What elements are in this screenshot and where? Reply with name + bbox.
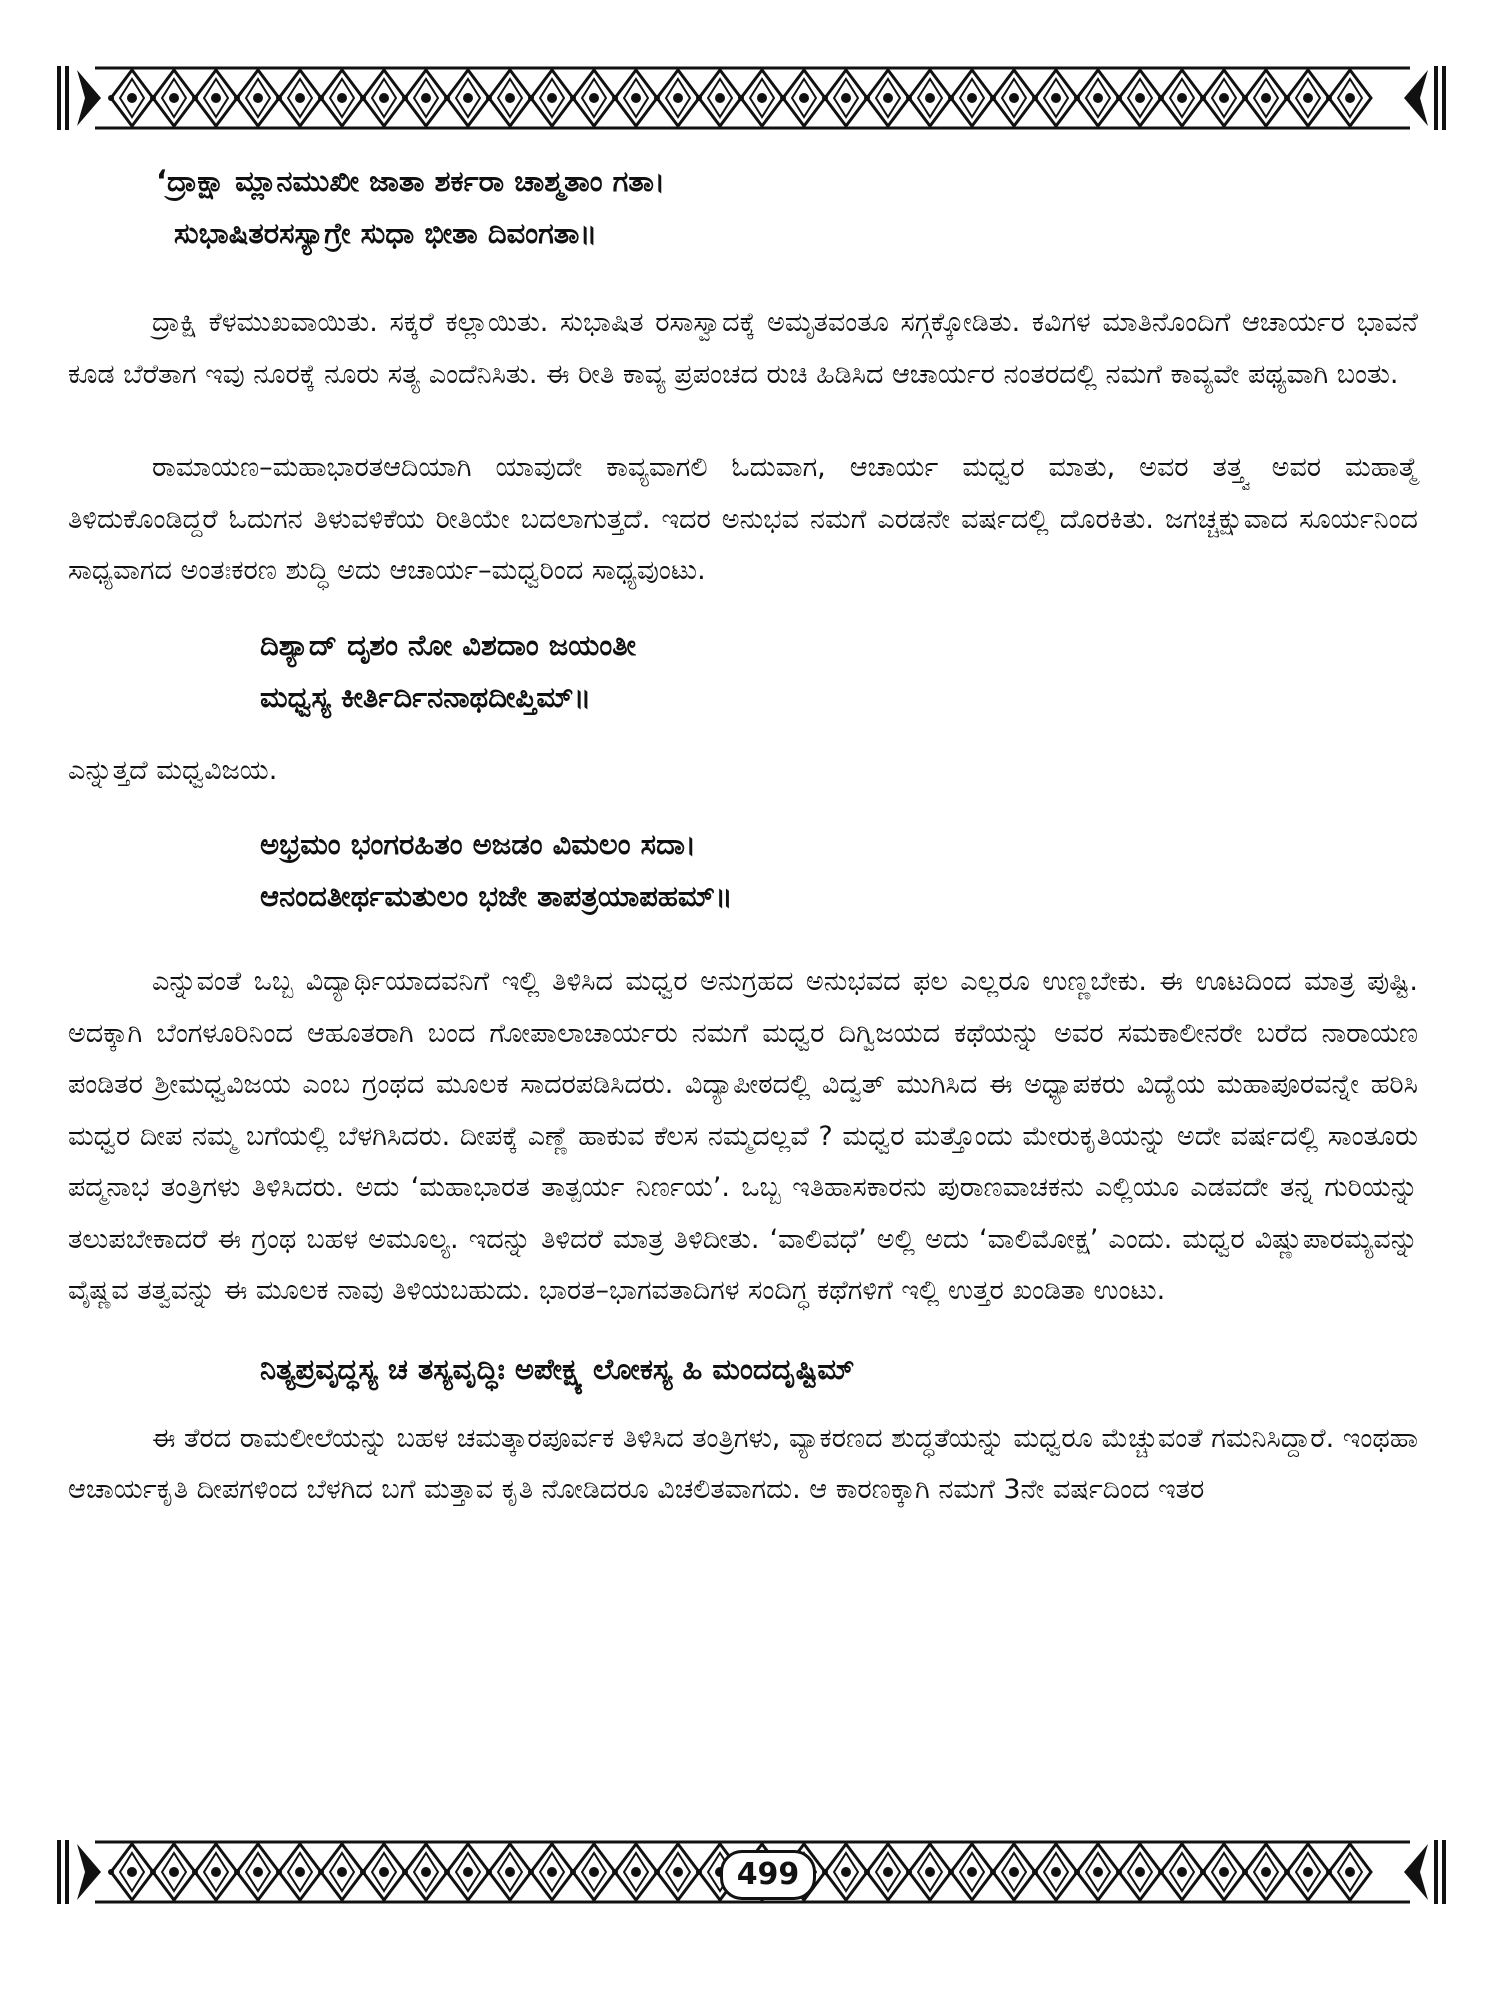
verse-line: ಆನಂದತೀರ್ಥಮತುಲಂ ಭಜೇ ತಾಪತ್ರಯಾಪಹಮ್॥ (260, 879, 733, 913)
verse-line: ದಿಶ್ಯಾದ್ ದೃಶಂ ನೋ ವಿಶದಾಂ ಜಯಂತೀ (260, 627, 636, 662)
page-content (68, 155, 1418, 1516)
paragraph-5: ಈ ತೆರದ ರಾಮಲೀಲೆಯನ್ನು ಬಹಳ ಚಮತ್ಕಾರಪೂರ್ವಕ ತಿಳಿಸಿದ ತಂತ್ರಿಗಳು, ವ್ಯಾಕರಣದ ಶುದ್ಧತೆಯನ್ನು ಮಧ್ವರೂ ಮೆಚ್ಚುವಂತೆ ಗಮನಿಸಿದ್ದಾರೆ. ಇಂಥಹಾ ಆಚಾರ್ಯಕೃತಿ ದೀಪಗಳಿಂದ ಬೆಳಗಿದ ಬಗೆ ಮತ್ತಾವ ಕೃತಿ ನೋಡಿದರೂ ವಿಚಲಿತವಾಗದು. ಆ ಕಾರಣಕ್ಕಾಗಿ ನಮಗೆ 3ನೇ ವರ್ಷದಿಂದ ಇತರ (68, 1422, 1418, 1505)
verse-line: ಸುಭಾಷಿತರಸಸ್ಯಾಗ್ರೇ ಸುಧಾ ಭೀತಾ ದಿವಂಗತಾ॥ (174, 216, 598, 250)
paragraph-1: ದ್ರಾಕ್ಷಿ ಕೆಳಮುಖವಾಯಿತು. ಸಕ್ಕರೆ ಕಲ್ಲಾಯಿತು. ಸುಭಾಷಿತ ರಸಾಸ್ವಾದಕ್ಕೆ ಅಮೃತವಂತೂ ಸಗ್ಗಕ್ಕೋಡಿತು. ಕವಿಗಳ ಮಾತಿನೊಂದಿಗೆ ಆಚಾರ್ಯರ ಭಾವನೆ ಕೂಡ ಬೆರೆತಾಗ ಇವು ನೂರಕ್ಕೆ ನೂರು ಸತ್ಯ ಎಂದೆನಿಸಿತು. ಈ ರೀತಿ ಕಾವ್ಯ ಪ್ರಪಂಚದ ರುಚಿ ಹಿಡಿಸಿದ ಆಚಾರ್ಯರ ನಂತರದಲ್ಲಿ ನಮಗೆ ಕಾವ್ಯವೇ ಪಥ್ಯವಾಗಿ ಬಂತು. (68, 307, 1418, 390)
verse-line: ನಿತ್ಯಪ್ರವೃದ್ಧಸ್ಯ ಚ ತಸ್ಯವೃದ್ಧಿಃ ಅಪೇಕ್ಷ್ಯ ಲೋಕಸ್ಯ ಹಿ ಮಂದದೃಷ್ಟಿಮ್ (260, 1351, 855, 1386)
verse-line: ‘ದ್ರಾಕ್ಷಾ ಮ್ಲಾನಮುಖೀ ಜಾತಾ ಶರ್ಕರಾ ಚಾಶ್ಮತಾಂ ಗತಾ। (156, 164, 665, 198)
verse-sanskrit-1 (68, 155, 1418, 259)
paragraph-2: ರಾಮಾಯಣ–ಮಹಾಭಾರತಆದಿಯಾಗಿ ಯಾವುದೇ ಕಾವ್ಯವಾಗಲಿ ಓದುವಾಗ, ಆಚಾರ್ಯ ಮಧ್ವರ ಮಾತು, ಅವರ ತತ್ತ್ವ ಅವರ ಮಹಾತ್ಮೆ ತಿಳಿದುಕೊಂಡಿದ್ದರೆ ಓದುಗನ ತಿಳುವಳಿಕೆಯ ರೀತಿಯೇ ಬದಲಾಗುತ್ತದೆ. ಇದರ ಅನುಭವ ನಮಗೆ ಎರಡನೇ ವರ್ಷದಲ್ಲಿ ದೊರಕಿತು. ಜಗಚ್ಚಕ್ಷುವಾದ ಸೂರ್ಯನಿಂದ ಸಾಧ್ಯವಾಗದ ಅಂತಃಕರಣ ಶುದ್ಧಿ ಅದು ಆಚಾರ್ಯ–ಮಧ್ವರಿಂದ ಸಾಧ್ಯವುಂಟು. (68, 452, 1418, 586)
paragraph-3: ಎನ್ನುತ್ತದೆ ಮಧ್ವವಿಜಯ. (68, 754, 278, 786)
verse-sanskrit-2 (68, 619, 1418, 723)
verse-sanskrit-3 (68, 818, 1418, 922)
top-decorative-border (55, 62, 1450, 134)
verse-line: ಅಭ್ರಮಂ ಭಂಗರಹಿತಂ ಅಜಡಂ ವಿಮಲಂ ಸದಾ। (260, 827, 697, 861)
verse-line: ಮಧ್ವಸ್ಯ ಕೀರ್ತಿರ್ದಿನನಾಥದೀಪ್ತಿಮ್॥ (260, 679, 592, 714)
top-border-pattern (55, 62, 1450, 134)
paragraph-4: ಎನ್ನುವಂತೆ ಒಬ್ಬ ವಿದ್ಯಾರ್ಥಿಯಾದವನಿಗೆ ಇಲ್ಲಿ ತಿಳಿಸಿದ ಮಧ್ವರ ಅನುಗ್ರಹದ ಅನುಭವದ ಫಲ ಎಲ್ಲರೂ ಉಣ್ಣಬೇಕು. ಈ ಊಟದಿಂದ ಮಾತ್ರ ಪುಷ್ಟಿ. ಅದಕ್ಕಾಗಿ ಬೆಂಗಳೂರಿನಿಂದ ಆಹೂತರಾಗಿ ಬಂದ ಗೋಪಾಲಾಚಾರ್ಯರು ನಮಗೆ ಮಧ್ವರ ದಿಗ್ವಿಜಯದ ಕಥೆಯನ್ನು ಅವರ ಸಮಕಾಲೀನರೇ ಬರೆದ ನಾರಾಯಣ ಪಂಡಿತರ ಶ್ರೀಮಧ್ವವಿಜಯ ಎಂಬ ಗ್ರಂಥದ ಮೂಲಕ ಸಾದರಪಡಿಸಿದರು. ವಿದ್ಯಾಪೀಠದಲ್ಲಿ ವಿದ್ವತ್ ಮುಗಿಸಿದ ಈ ಅಧ್ಯಾಪಕರು ವಿದ್ಯೆಯ ಮಹಾಪೂರವನ್ನೇ ಹರಿಸಿ ಮಧ್ವರ ದೀಪ ನಮ್ಮ ಬಗೆಯಲ್ಲಿ ಬೆಳಗಿಸಿದರು. ದೀಪಕ್ಕೆ ಎಣ್ಣೆ ಹಾಕುವ ಕೆಲಸ ನಮ್ಮದಲ್ಲವೆ ? ಮಧ್ವರ ಮತ್ತೊಂದು ಮೇರುಕೃತಿಯನ್ನು ಅದೇ ವರ್ಷದಲ್ಲಿ ಸಾಂತೂರು ಪದ್ಮನಾಭ ತಂತ್ರಿಗಳು ತಿಳಿಸಿದರು. ಅದು ‘ಮಹಾಭಾರತ ತಾತ್ಪರ್ಯ ನಿರ್ಣಯ’. ಒಬ್ಬ ಇತಿಹಾಸಕಾರನು ಪುರಾಣವಾಚಕನು ಎಲ್ಲಿಯೂ ಎಡವದೇ ತನ್ನ ಗುರಿಯನ್ನು ತಲುಪಬೇಕಾದರೆ ಈ ಗ್ರಂಥ ಬಹಳ ಅಮೂಲ್ಯ. ಇದನ್ನು ತಿಳಿದರೆ ಮಾತ್ರ ತಿಳಿದೀತು. ‘ವಾಲಿವಧೆ’ ಅಲ್ಲಿ ಅದು ‘ವಾಲಿಮೋಕ್ಷ’ ಎಂದು. ಮಧ್ವರ ವಿಷ್ಣುಪಾರಮ್ಯವನ್ನು ವೈಷ್ಣವ ತತ್ವವನ್ನು ಈ ಮೂಲಕ ನಾವು ತಿಳಿಯಬಹುದು. ಭಾರತ–ಭಾಗವತಾದಿಗಳ ಸಂದಿಗ್ಧ ಕಥೆಗಳಿಗೆ ಇಲ್ಲಿ ಉತ್ತರ ಖಂಡಿತಾ ಉಂಟು. (68, 966, 1418, 1306)
verse-sanskrit-4 (68, 1343, 1418, 1395)
page-number: 499 (720, 1850, 816, 1900)
